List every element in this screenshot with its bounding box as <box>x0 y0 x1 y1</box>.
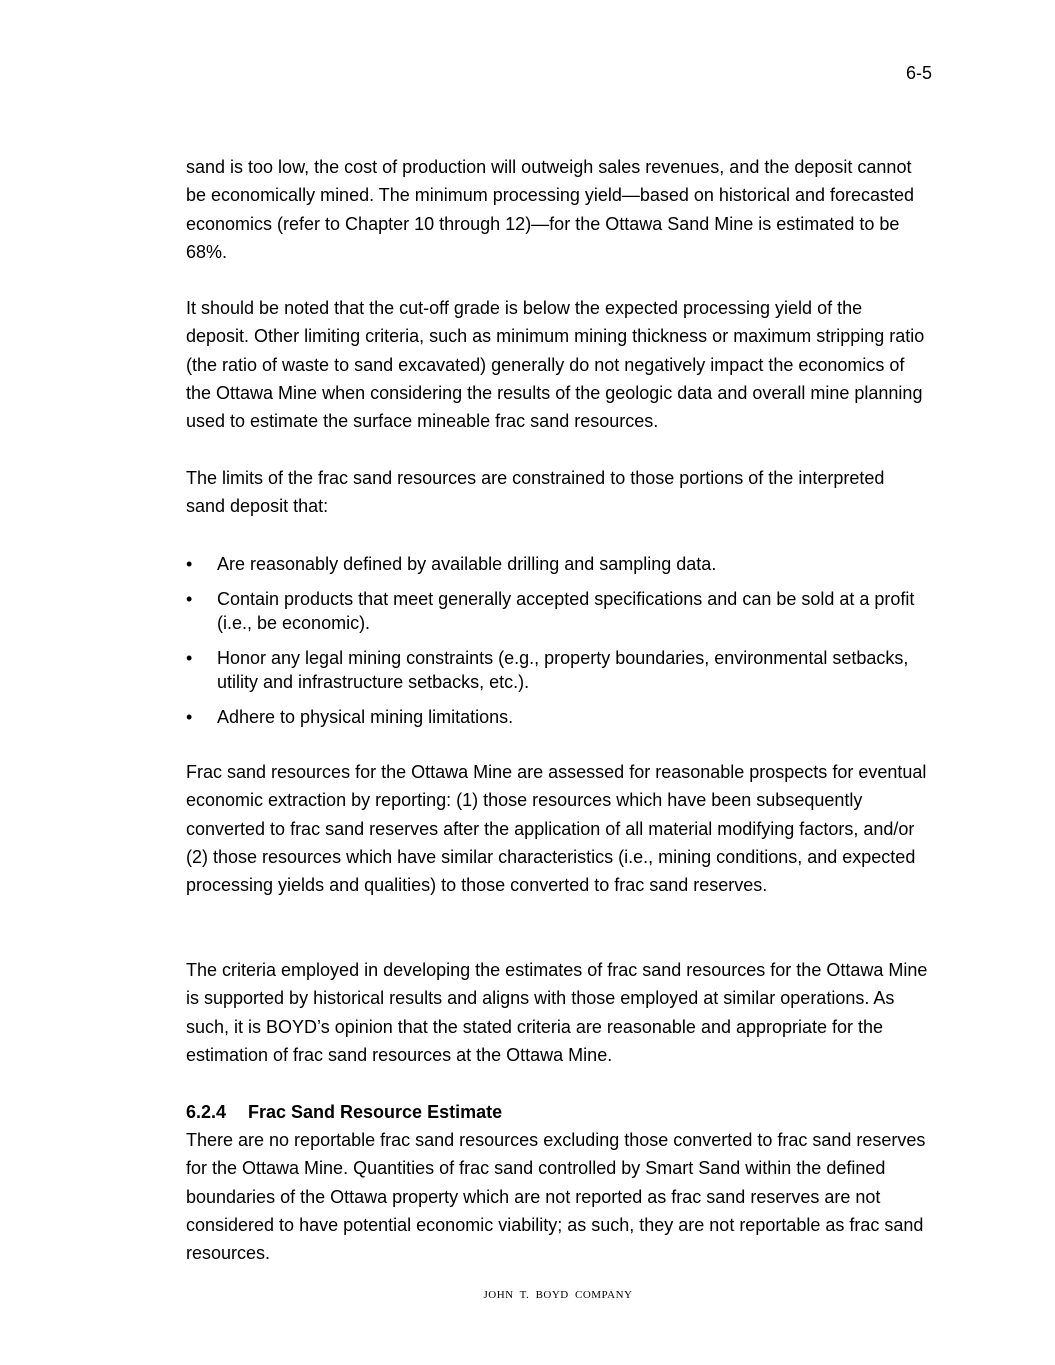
section-number: 6.2.4 <box>186 1102 227 1122</box>
paragraph-processing-yield: sand is too low, the cost of production will outweigh sales revenues, and the deposit cannot be economically mined. The minimum processing yield—based on historical and forecasted economics (refer to Chapter 10 through 12)—for the Ottawa Sand Mine is estimated to be 68%. <box>186 157 915 262</box>
bullet-icon: • <box>186 589 193 609</box>
list-item-text: Honor any legal mining constraints (e.g., property boundaries, environmental setbacks, utility and infrastructure setbacks, etc.). <box>217 648 909 692</box>
bullet-icon: • <box>186 648 193 668</box>
resource-criteria-list <box>186 552 928 740</box>
section-heading <box>186 1098 502 1126</box>
list-item <box>186 552 928 576</box>
paragraph-resource-limits: The limits of the frac sand resources are constrained to those portions of the interpreted sand deposit that: <box>186 468 885 517</box>
bullet-icon: • <box>186 707 193 727</box>
list-item <box>186 705 928 729</box>
section-title: Frac Sand Resource Estimate <box>248 1102 503 1122</box>
paragraph-reasonable-prospects: Frac sand resources for the Ottawa Mine are assessed for reasonable prospects for eventual economic extraction by reporting: (1) those resources which have been subsequently converted to frac sand reserves after the application of all material modifying factors, and/or (2) those resources which have similar characteristics (i.e., mining conditions, and expected processing yields and qualities) to those converted to frac sand reserves. <box>186 762 927 896</box>
list-item <box>186 646 928 694</box>
list-item-text: Adhere to physical mining limitations. <box>217 707 514 727</box>
list-item-text: Are reasonably defined by available drilling and sampling data. <box>217 554 717 574</box>
footer-company: JOHN T. BOYD COMPANY <box>483 1289 633 1301</box>
bullet-icon: • <box>186 554 193 574</box>
list-item <box>186 587 928 635</box>
paragraph-criteria-opinion: The criteria employed in developing the estimates of frac sand resources for the Ottawa Mine is supported by historical results and aligns with those employed at similar operations. As such, it is BOYD’s opinion that the stated criteria are reasonable and appropriate for the estimation of frac sand resources at the Ottawa Mine. <box>186 960 928 1065</box>
list-item-text: Contain products that meet generally accepted specifications and can be sold at a profit (i.e., be economic). <box>217 589 915 633</box>
paragraph-cutoff-grade: It should be noted that the cut-off grade is below the expected processing yield of the deposit. Other limiting criteria, such as minimum mining thickness or maximum stripping ratio (the ratio of waste to sand excavated) generally do not negatively impact the economics of the Ottawa Mine when considering the results of the geologic data and overall mine planning used to estimate the surface mineable frac sand resources. <box>186 298 925 432</box>
paragraph-resource-estimate: There are no reportable frac sand resources excluding those converted to frac sand reserves for the Ottawa Mine. Quantities of frac sand controlled by Smart Sand within the defined boundaries of the Ottawa property which are not reported as frac sand reserves are not considered to have potential economic viability; as such, they are not reportable as frac sand resources. <box>186 1130 926 1264</box>
page-number: 6-5 <box>905 63 932 83</box>
